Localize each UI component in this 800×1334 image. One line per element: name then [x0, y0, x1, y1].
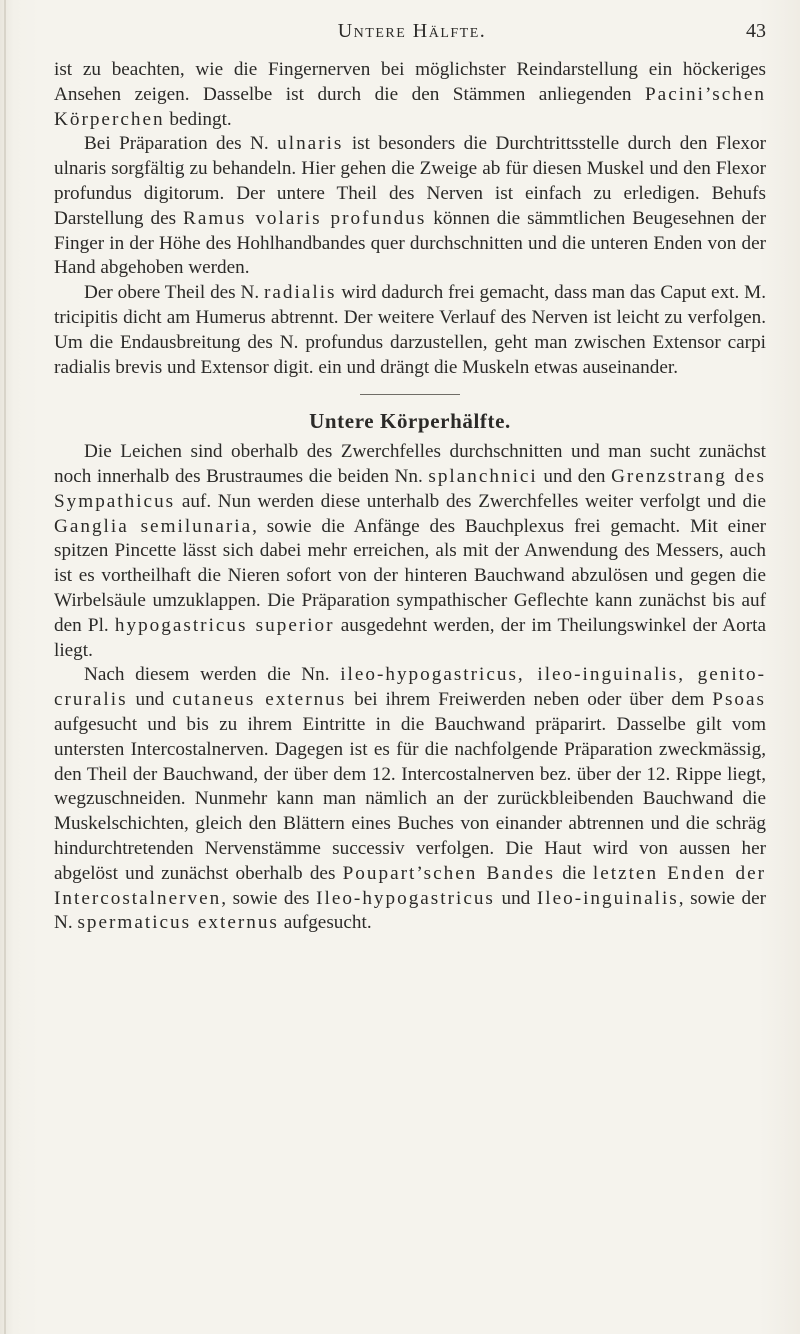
spaced-term: Poupart’schen Bandes	[342, 862, 556, 884]
text-run: ausgedehnt werden, der im Theilungswinkel der Aorta liegt.	[54, 614, 766, 661]
spaced-term: letzten Enden der Intercostalnerven	[54, 862, 766, 909]
text-run: die	[555, 862, 593, 884]
body-text	[54, 58, 766, 936]
text-run: aufgesucht und bis zu ihrem Eintritte in die Bauchwand präparirt. Dasselbe gilt vom untersten Intercostalnerven. Dagegen ist es für die nachfolgende Präparation zweckmässig, den Theil der Bauchwand, der über dem 12. Intercostalnerven bez. über der 12. Rippe liegt, wegzuschneiden. Nunmehr kann man nämlich an der zurückbleibenden Bauchwand die Muskelschichten, gleich den Blättern eines Buches von einander abtrennen und die schräg hindurchtretenden Nervenstämme successiv verfolgen. Die Haut wird von aussen her abgelöst und zunächst oberhalb des	[54, 713, 766, 884]
paragraph-fingernerven	[54, 58, 766, 132]
spaced-term: Ramus volaris profundus	[183, 207, 427, 229]
paragraph-leichen	[54, 440, 766, 663]
page-header	[54, 20, 770, 50]
text-run: ist zu beachten, wie die Fingernerven bei möglichster Reindarstellung ein höckeriges Ansehen zeigen. Dasselbe ist durch die den Stämmen anliegenden	[54, 59, 766, 105]
paragraph-nach-diesem	[54, 663, 766, 936]
text-run: und	[494, 887, 537, 909]
paragraph-ulnaris	[54, 132, 766, 281]
text-run: können die sämmtlichen Beugesehnen der Finger in der Höhe des Hohlhandbandes quer durchschnitten und die unteren Enden von der Hand abgehoben werden.	[54, 207, 766, 279]
text-run: Die Leichen sind oberhalb des Zwerchfelles durchschnitten und man sucht zunächst noch innerhalb des Brustraumes die beiden Nn.	[54, 441, 766, 487]
spaced-term: splanchnici	[428, 465, 538, 487]
text-run: bei ihrem Freiwerden neben oder über dem	[346, 689, 713, 711]
text-run: auf. Nun werden diese unterhalb des Zwerchfelles weiter verfolgt und die	[175, 490, 766, 512]
text-run: Nach diesem werden die Nn.	[84, 664, 341, 686]
text-run: aufgesucht.	[278, 912, 372, 934]
text-run: Der obere Theil des N.	[84, 282, 265, 304]
text-run: bedingt.	[164, 108, 232, 130]
text-run: , sowie des	[221, 887, 317, 909]
section-divider	[360, 394, 460, 395]
spaced-term: radialis	[264, 282, 337, 304]
spaced-term: Ileo-hypogastricus	[316, 887, 495, 909]
page-binding-edge	[4, 0, 6, 1334]
text-run: wird dadurch frei gemacht, dass man das Caput ext. M. tricipitis dicht am Humerus abtrennt. Der weitere Verlauf des Nerven ist leicht zu verfolgen. Um die Endausbreitung des N. profundus darzustellen, geht man zwischen Extensor carpi radialis brevis und Extensor digit. ein und drängt die Muskeln etwas auseinander.	[54, 282, 766, 378]
spaced-term: Psoas	[712, 689, 766, 711]
spaced-term: cutaneus externus	[172, 689, 347, 711]
spaced-term: Grenzstrang des Sympathicus	[54, 465, 767, 512]
text-run: ist besonders die Durchtrittsstelle durch den Flexor ulnaris sorgfältig zu behandeln. Hier gehen die Zweige ab für diesen Muskel und den Flexor profundus digitorum. Der untere Theil des Nerven ist einfach zu erledigen. Behufs Darstellung des	[54, 133, 766, 229]
text-run: , sowie der N.	[54, 887, 767, 934]
spaced-term: ulnaris	[277, 133, 344, 155]
spaced-term: ileo-hypogastricus, ileo-inguinalis, genito-cruralis	[54, 664, 766, 711]
spaced-term: Ganglia semilunaria	[54, 515, 253, 537]
spaced-term: spermaticus externus	[77, 912, 279, 934]
running-head: Untere Hälfte.	[337, 20, 487, 42]
page-number: 43	[746, 20, 766, 42]
spaced-term: Ileo-inguinalis	[536, 887, 679, 909]
section-heading: Untere Körperhälfte.	[309, 409, 511, 434]
spaced-term: Pacini’schen Körperchen	[54, 83, 766, 130]
paragraph-radialis	[54, 281, 766, 380]
text-run: , sowie die Anfänge des Bauchplexus frei gemacht. Mit einer spitzen Pincette lässt sich dabei mehr erreichen, als mit der Anwendung des Messers, auch ist es vortheilhaft die Nieren sofort von der hinteren Bauchwand abzulösen und gegen die Wirbelsäule umzuklappen. Die Präparation sympathischer Geflechte kann zunächst bis auf den Pl.	[54, 515, 766, 636]
text-run: und den	[537, 465, 612, 487]
spaced-term: hypogastricus superior	[114, 614, 335, 636]
text-run: Bei Präparation des N.	[84, 133, 278, 155]
text-run: und	[127, 689, 173, 711]
